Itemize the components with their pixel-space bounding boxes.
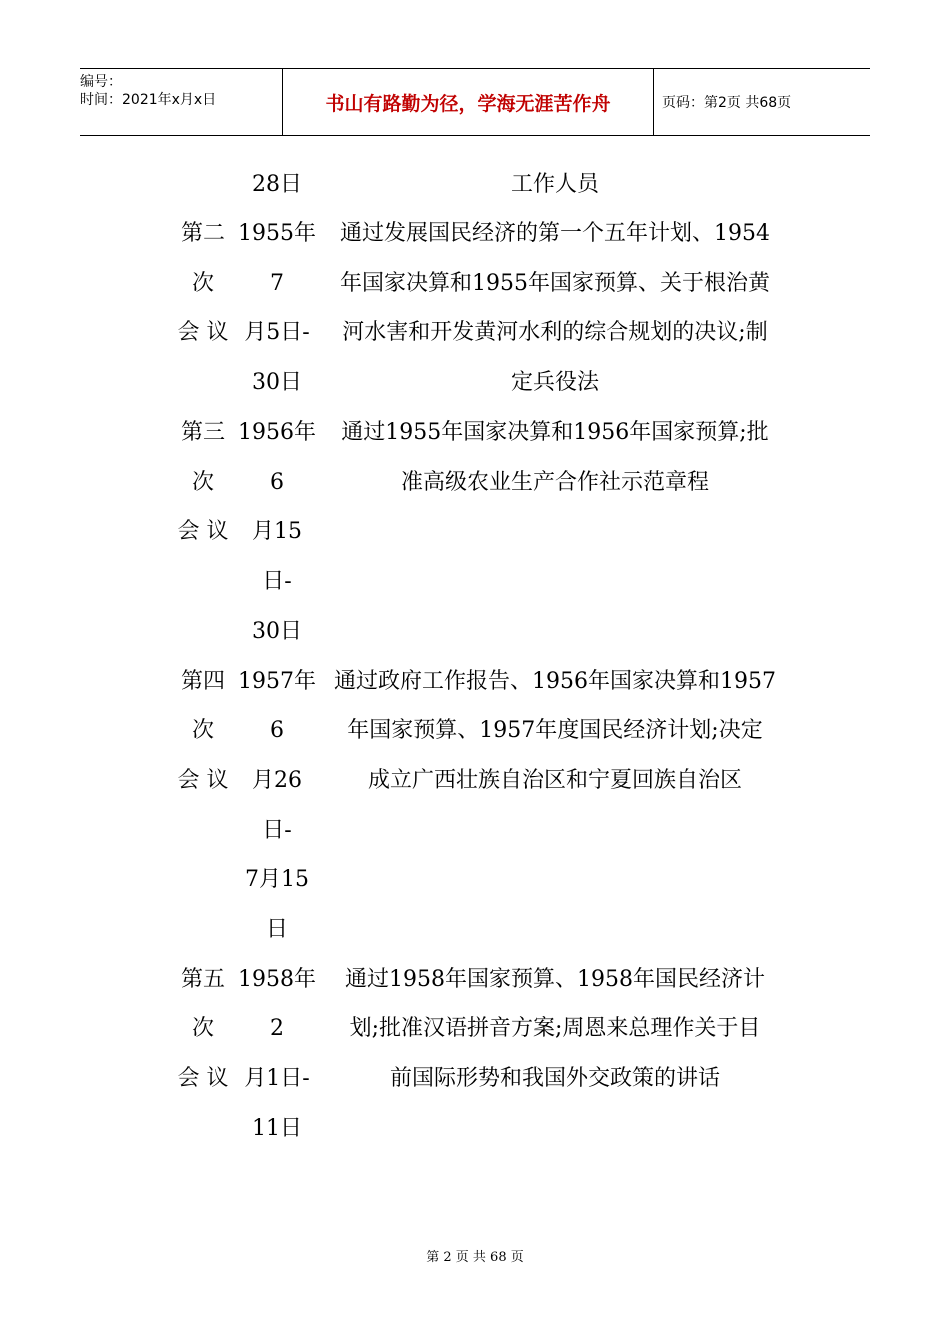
- date-cell: 6: [270, 470, 284, 495]
- session-cell: 会 议: [177, 519, 229, 544]
- time-label: 时间：2021年x月x日: [80, 92, 217, 108]
- table-row: [0, 662, 950, 702]
- content-cell: 划;批准汉语拼音方案;周恩来总理作关于目: [349, 1016, 761, 1041]
- session-cell: 次: [191, 470, 214, 495]
- table-row: [0, 313, 950, 353]
- content-cell: 工作人员: [510, 172, 599, 197]
- header-motto: 书山有路勤为径，学海无涯苦作舟: [282, 69, 654, 135]
- content-cell: 前国际形势和我国外交政策的讲话: [389, 1066, 720, 1091]
- session-cell: 次: [191, 1016, 214, 1041]
- date-cell: 1955年: [238, 221, 316, 246]
- date-cell: 月15: [252, 519, 302, 544]
- date-cell: 日-: [262, 818, 292, 843]
- table-row: [0, 363, 950, 403]
- table-row: [0, 512, 950, 552]
- table-row: [0, 910, 950, 950]
- content-cell: 年国家预算、1957年度国民经济计划;决定: [347, 718, 763, 743]
- content-cell: 年国家决算和1955年国家预算、关于根治黄: [340, 271, 770, 296]
- session-cell: 会 议: [177, 1066, 229, 1091]
- table-row: [0, 960, 950, 1000]
- table-row: [0, 1109, 950, 1149]
- number-label: 编号：: [80, 74, 122, 90]
- date-cell: 7月15: [245, 867, 309, 892]
- date-cell: 月1日-: [244, 1066, 310, 1091]
- table-row: [0, 860, 950, 900]
- table-row: [0, 761, 950, 801]
- content-cell: 通过1955年国家决算和1956年国家预算;批: [341, 420, 769, 445]
- table-row: [0, 463, 950, 503]
- session-cell: 次: [191, 271, 214, 296]
- table-row: [0, 811, 950, 851]
- table-row: [0, 165, 950, 205]
- session-cell: 会 议: [177, 768, 229, 793]
- content-cell: 定兵役法: [510, 370, 599, 395]
- date-cell: 6: [270, 718, 284, 743]
- date-cell: 1956年: [238, 420, 316, 445]
- content-cell: 准高级农业生产合作社示范章程: [400, 470, 709, 495]
- session-cell: 第四: [180, 669, 225, 694]
- date-cell: 日-: [262, 569, 292, 594]
- table-row: [0, 562, 950, 602]
- session-cell: 次: [191, 718, 214, 743]
- table-row: [0, 711, 950, 751]
- date-cell: 1957年: [238, 669, 316, 694]
- date-cell: 30日: [252, 370, 302, 395]
- page-footer: 第 2 页 共 68 页: [426, 1250, 524, 1265]
- session-cell: 第三: [180, 420, 225, 445]
- table-row: [0, 1059, 950, 1099]
- content-cell: 通过发展国民经济的第一个五年计划、1954: [340, 221, 770, 246]
- date-cell: 1958年: [238, 967, 316, 992]
- table-row: [0, 1009, 950, 1049]
- date-cell: 28日: [252, 172, 302, 197]
- date-cell: 日: [265, 917, 288, 942]
- header-page-info: 页码：第2页 共68页: [662, 95, 792, 111]
- table-row: [0, 264, 950, 304]
- date-cell: 7: [270, 271, 284, 296]
- date-cell: 11日: [252, 1116, 302, 1141]
- session-cell: 第五: [180, 967, 225, 992]
- date-cell: 30日: [252, 619, 302, 644]
- table-row: [0, 612, 950, 652]
- content-cell: 通过1958年国家预算、1958年国民经济计: [345, 967, 765, 992]
- date-cell: 月26: [252, 768, 302, 793]
- header-meta: [80, 69, 282, 135]
- date-cell: 月5日-: [244, 320, 310, 345]
- table-row: [0, 413, 950, 453]
- session-cell: 第二: [180, 221, 225, 246]
- session-cell: 会 议: [177, 320, 229, 345]
- table-row: [0, 214, 950, 254]
- date-cell: 2: [270, 1016, 284, 1041]
- page-header: [80, 68, 870, 136]
- content-cell: 通过政府工作报告、1956年国家决算和1957: [334, 669, 776, 694]
- content-cell: 河水害和开发黄河水利的综合规划的决议;制: [342, 320, 768, 345]
- content-cell: 成立广西壮族自治区和宁夏回族自治区: [367, 768, 742, 793]
